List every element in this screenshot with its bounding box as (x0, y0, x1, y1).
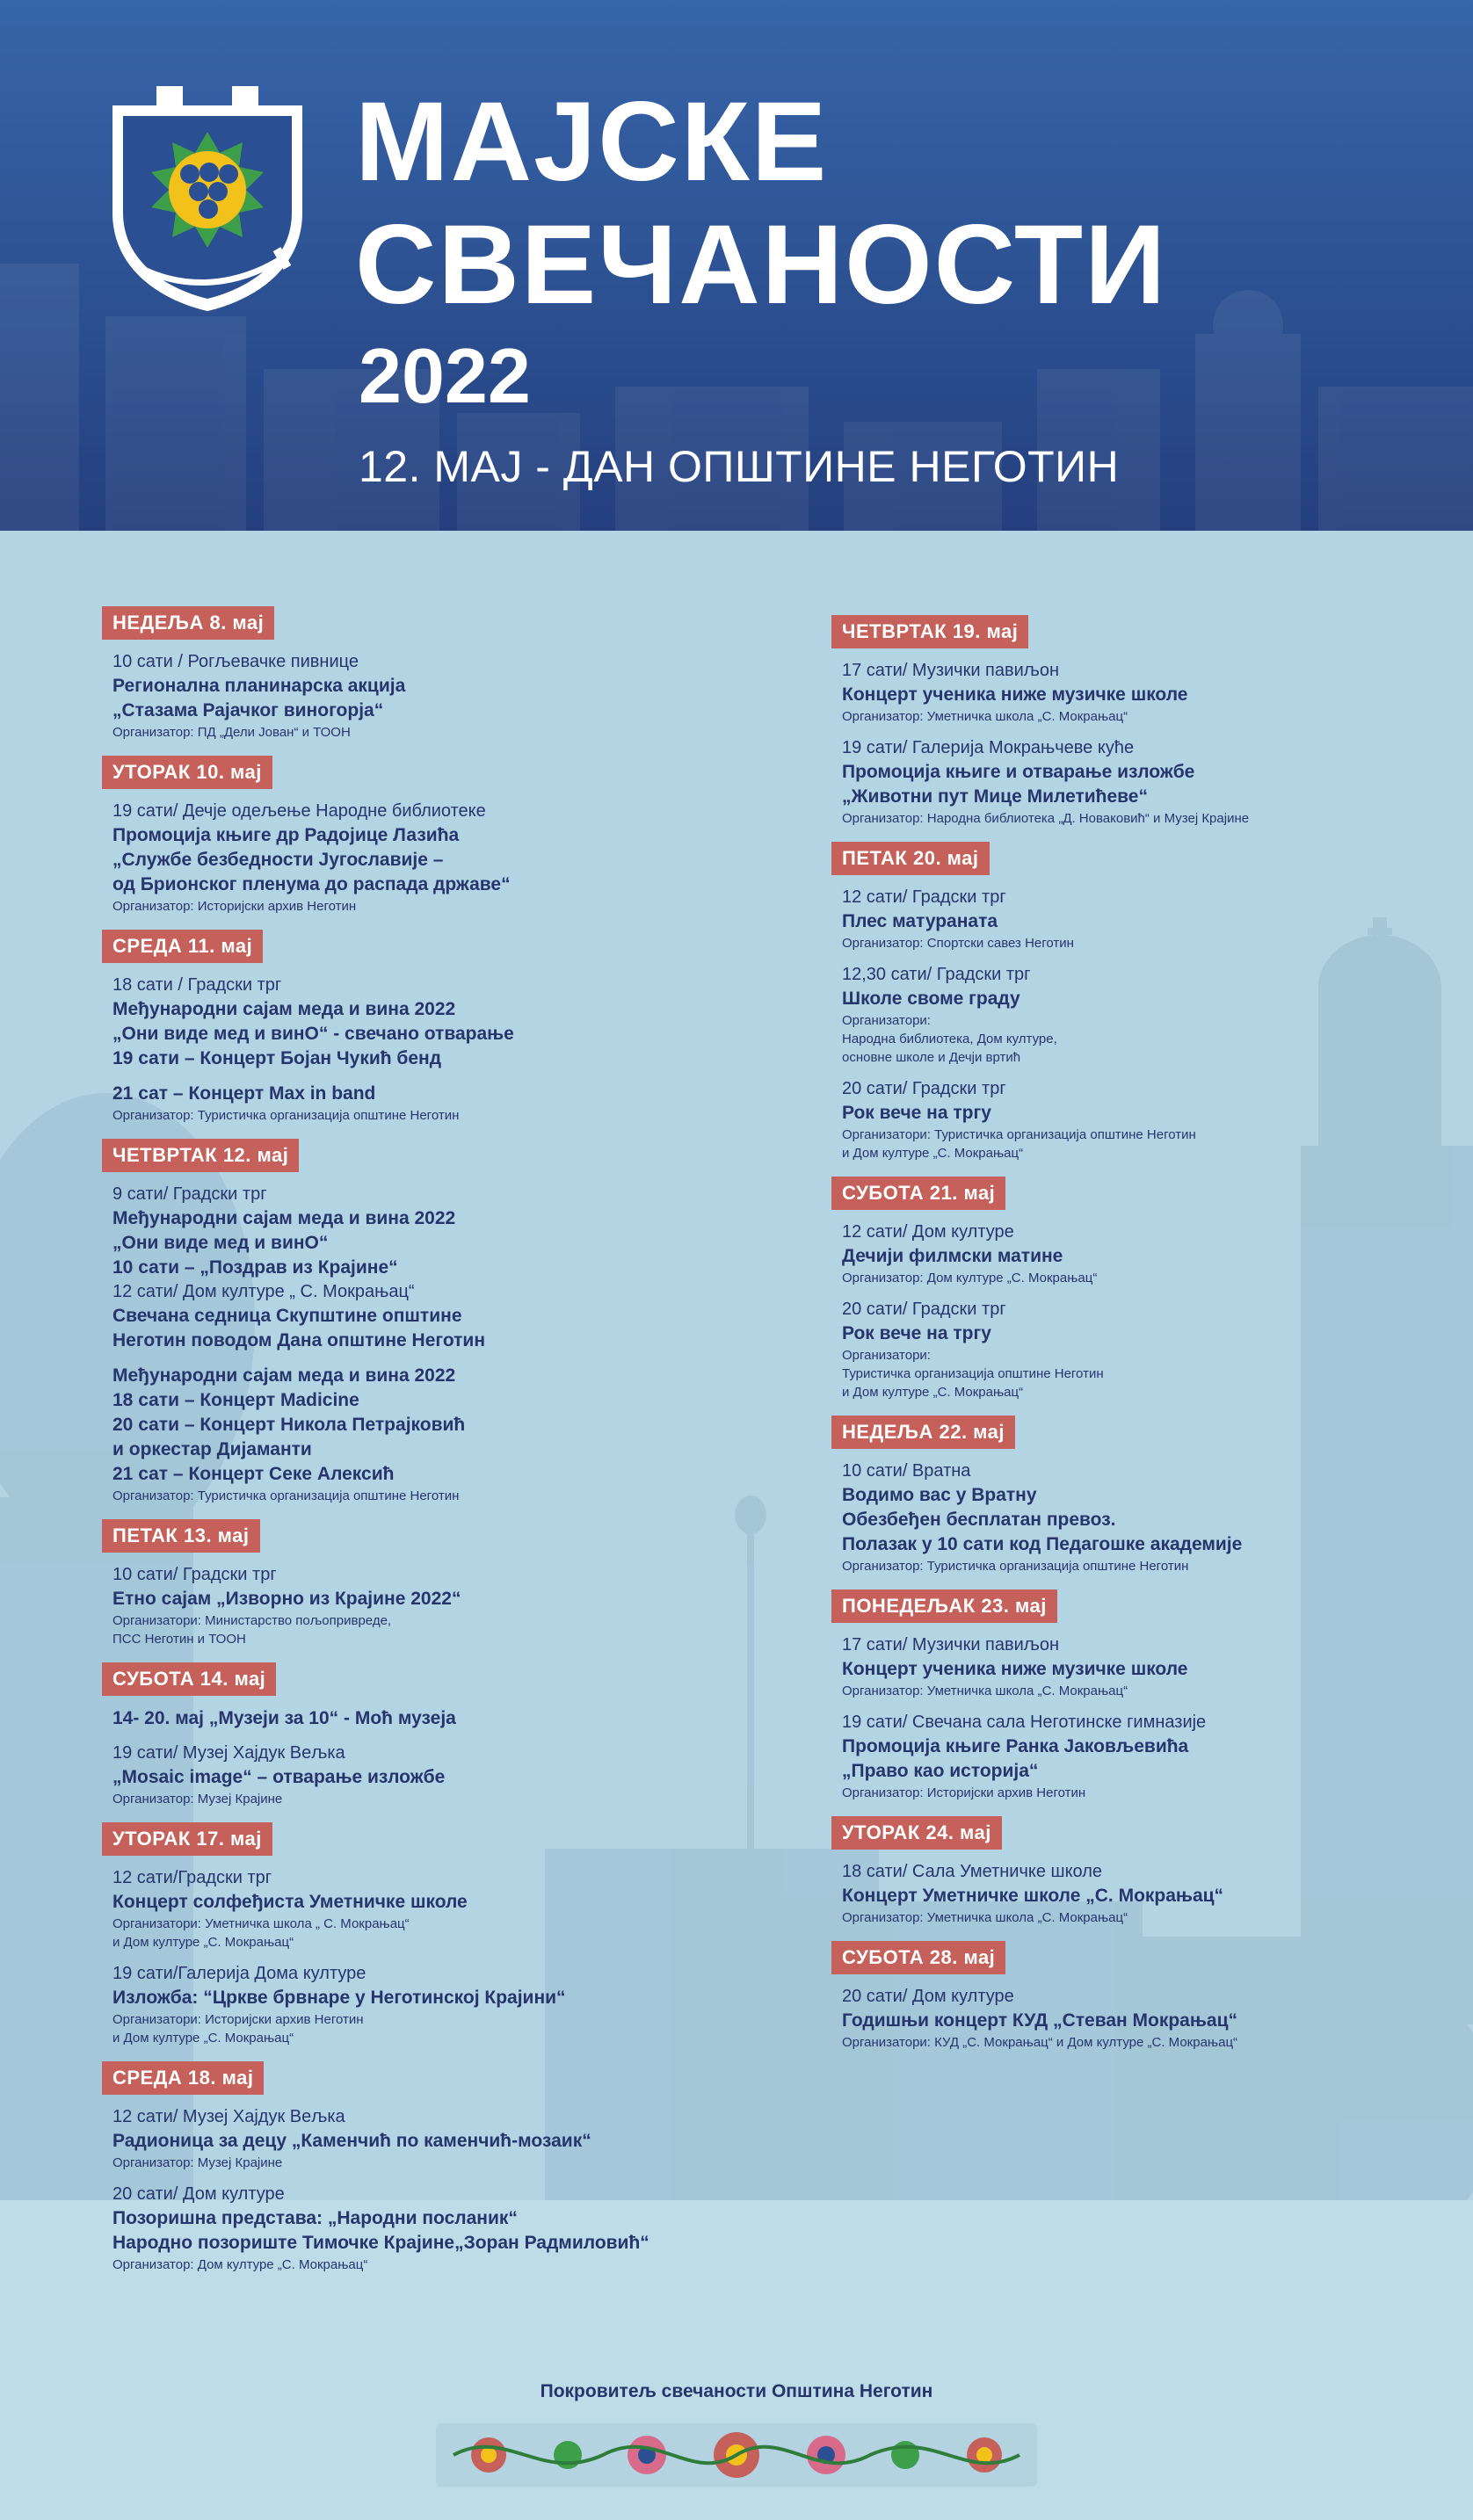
event-title: 14- 20. мај „Музеји за 10“ - Моћ музеја (112, 1708, 456, 1728)
day-badge: ПЕТАК 20. мај (831, 842, 990, 875)
event-block (842, 659, 1473, 726)
day-section (102, 1822, 787, 2047)
day-section (102, 2061, 787, 2274)
event-block (842, 963, 1473, 1067)
event-block (112, 1866, 787, 1952)
event-title: Рок вече на тргу (842, 1323, 991, 1343)
event-organizer: и Дом културе „С. Мокрањац“ (112, 1935, 294, 1950)
event-block (112, 2105, 787, 2172)
day-section (831, 1177, 1473, 1401)
day-badge: СРЕДА 11. мај (102, 930, 263, 963)
event-title: Концерт солфеђиста Уметничке школе (112, 1892, 468, 1912)
event-time-place: 10 сати / Рогљевачке пивнице (112, 652, 359, 671)
event-title: Народно позориште Тимочке Крајине„Зоран Радмиловић“ (112, 2233, 649, 2253)
event-block (112, 1364, 787, 1505)
event-block (112, 1742, 787, 1808)
event-title: „Они виде мед и винО“ - свечано отварање (112, 1024, 514, 1044)
poster-header (0, 0, 1473, 531)
poster-year: 2022 (359, 332, 531, 419)
event-title: 18 сати – Концерт Madicine (112, 1390, 359, 1410)
event-block (112, 1183, 787, 1353)
event-title: Промоција књиге др Радојице Лазића (112, 825, 460, 845)
event-block (842, 1860, 1473, 1927)
day-section (831, 1941, 1473, 2052)
event-organizer: Организатор: Дом културе „С. Мокрањац“ (112, 2257, 368, 2272)
event-title: Школе своме граду (842, 988, 1020, 1009)
day-section (831, 1416, 1473, 1575)
day-section (102, 1519, 787, 1648)
event-organizer: Организатори: Историјски архив Неготин (112, 2012, 364, 2027)
event-block (842, 1220, 1473, 1287)
event-time-place: 10 сати/ Градски трг (112, 1565, 277, 1584)
day-section (102, 930, 787, 1125)
event-title: „Mosaic image“ – отварање изложбе (112, 1767, 446, 1787)
event-organizer: ПСС Неготин и ТООН (112, 1632, 246, 1647)
event-organizer: Организатор: Дом културе „С. Мокрањац“ (842, 1271, 1098, 1285)
event-block (112, 800, 787, 916)
event-title: и оркестар Дијаманти (112, 1439, 312, 1459)
event-time-place: 19 сати/Галерија Дома културе (112, 1964, 366, 1983)
event-organizer: Организатор: Туристичка организација општине Неготин (112, 1488, 460, 1503)
event-time-place: 9 сати/ Градски трг (112, 1184, 267, 1204)
event-organizer: Организатор: Музеј Крајине (112, 2155, 283, 2170)
event-title: Свечана седница Скупштине општине (112, 1306, 462, 1326)
event-organizer: и Дом културе „С. Мокрањац“ (112, 2031, 294, 2046)
event-block (842, 736, 1473, 828)
event-block (842, 1633, 1473, 1700)
event-organizer: Организатори: (842, 1348, 931, 1363)
event-time-place: 20 сати/ Дом културе (842, 1987, 1014, 2006)
schedule-left-column (102, 606, 787, 2288)
event-title: Промоција књиге Ранка Јаковљевића (842, 1736, 1189, 1756)
event-title: Водимо вас у Вратну (842, 1485, 1037, 1505)
day-badge: УТОРАК 17. мај (102, 1822, 272, 1856)
event-title: Изложба: “Цркве брвнаре у Неготинској Крајини“ (112, 1988, 566, 2008)
event-title: 19 сати – Концерт Бојан Чукић бенд (112, 1048, 442, 1068)
event-title: Етно сајам „Изворно из Крајине 2022“ (112, 1589, 461, 1609)
folk-embroidery-ornament (436, 2418, 1037, 2492)
event-time-place: 17 сати/ Музички павиљон (842, 661, 1060, 680)
event-time-place: 18 сати / Градски трг (112, 975, 282, 995)
event-title: Дечији филмски матине (842, 1246, 1063, 1266)
day-badge: УТОРАК 24. мај (831, 1816, 1002, 1850)
event-title: Неготин поводом Дана општине Неготин (112, 1330, 486, 1351)
event-organizer: Организатор: Народна библиотека „Д. Новаковић“ и Музеј Крајине (842, 811, 1250, 826)
event-block (112, 1082, 787, 1125)
event-title: 10 сати – „Поздрав из Крајине“ (112, 1257, 398, 1278)
day-section (831, 1816, 1473, 1927)
day-badge: ЧЕТВРТАК 19. мај (831, 615, 1028, 648)
event-organizer: Организатор: Туристичка организација општине Неготин (842, 1559, 1189, 1574)
day-section (102, 606, 787, 742)
event-organizer: Организатор: Историјски архив Неготин (112, 899, 357, 914)
event-organizer: Организатор: Историјски архив Неготин (842, 1785, 1086, 1800)
municipality-coat-of-arms-icon (104, 81, 311, 316)
event-title: Промоција књиге и отварање изложбе (842, 762, 1195, 782)
event-time-place: 19 сати/ Дечје одељење Народне библиотеке (112, 801, 486, 821)
event-title: Полазак у 10 сати код Педагошке академије (842, 1534, 1243, 1554)
event-title: Позоришна представа: „Народни посланик“ (112, 2208, 518, 2228)
day-badge: НЕДЕЉА 22. мај (831, 1416, 1015, 1449)
event-title: Регионална планинарска акција (112, 676, 406, 696)
event-time-place: 20 сати/ Градски трг (842, 1300, 1006, 1319)
event-organizer: Организатор: Уметничка школа „С. Мокрањац“ (842, 709, 1128, 724)
day-section (102, 1139, 787, 1505)
event-title: „Они виде мед и винО“ (112, 1233, 329, 1253)
event-time-place: 18 сати/ Сала Уметничке школе (842, 1862, 1103, 1881)
event-title: Концерт Уметничке школе „С. Мокрањац“ (842, 1886, 1224, 1906)
day-badge: СРЕДА 18. мај (102, 2061, 264, 2095)
event-organizer: Организатор: Туристичка организација општине Неготин (112, 1108, 460, 1123)
event-time-place: 17 сати/ Музички павиљон (842, 1635, 1060, 1655)
event-organizer: Туристичка организација општине Неготин (842, 1366, 1104, 1381)
event-block (842, 1298, 1473, 1401)
event-block (842, 1985, 1473, 2052)
event-block (112, 2183, 787, 2274)
event-organizer: Организатори: Туристичка организација општине Неготин (842, 1127, 1196, 1142)
event-title: Међународни сајам меда и вина 2022 (112, 999, 456, 1019)
day-section (831, 842, 1473, 1162)
day-badge: НЕДЕЉА 8. мај (102, 606, 274, 640)
day-section (102, 1662, 787, 1808)
day-section (831, 1589, 1473, 1802)
event-time-place: 19 сати/ Галерија Мокрањчеве куће (842, 738, 1135, 757)
event-organizer: и Дом културе „С. Мокрањац“ (842, 1385, 1024, 1400)
schedule-right-column (831, 615, 1473, 2066)
event-title: „Стазама Рајачког виногорја“ (112, 700, 384, 721)
event-title: Концерт ученика ниже музичке школе (842, 684, 1188, 705)
event-block (112, 1962, 787, 2047)
event-time-place: 12 сати/ Музеј Хајдук Вељка (112, 2107, 345, 2126)
event-time-place: 12,30 сати/ Градски трг (842, 965, 1031, 984)
event-block (112, 1563, 787, 1648)
event-title: Међународни сајам меда и вина 2022 (112, 1208, 456, 1228)
event-title: Концерт ученика ниже музичке школе (842, 1659, 1188, 1679)
event-title: 21 сат – Концерт Секе Алексић (112, 1464, 395, 1484)
event-organizer: Организатори: Министарство пољопривреде, (112, 1613, 392, 1628)
event-organizer: Организатор: Музеј Крајине (112, 1792, 283, 1807)
event-title: 21 сат – Концерт Max in band (112, 1083, 376, 1104)
day-badge: ЧЕТВРТАК 12. мај (102, 1139, 299, 1172)
event-title: Плес матураната (842, 911, 998, 931)
event-block (112, 974, 787, 1071)
event-title: Годишњи концерт КУД „Стеван Мокрањац“ (842, 2010, 1237, 2031)
event-time-place: 12 сати/ Градски трг (842, 887, 1006, 907)
day-badge: ПОНЕДЕЉАК 23. мај (831, 1589, 1057, 1623)
event-time-place: 10 сати/ Вратна (842, 1461, 971, 1481)
event-title: Међународни сајам меда и вина 2022 (112, 1365, 456, 1386)
event-organizer: Народна библиотека, Дом културе, (842, 1032, 1057, 1046)
day-badge: УТОРАК 10. мај (102, 756, 272, 789)
event-organizer: Организатор: Уметничка школа „С. Мокрањац“ (842, 1910, 1128, 1925)
event-organizer: основне школе и Дечји вртић (842, 1050, 1021, 1065)
event-time-place: 19 сати/ Музеј Хајдук Вељка (112, 1743, 345, 1763)
event-time-place: 20 сати/ Дом културе (112, 2184, 285, 2204)
day-badge: СУБОТА 14. мај (102, 1662, 276, 1696)
event-block (842, 1459, 1473, 1575)
event-organizer: Организатори: (842, 1013, 931, 1028)
event-title: Радионица за децу „Каменчић по каменчић-мозаик“ (112, 2131, 591, 2151)
day-section (102, 756, 787, 916)
event-title: „Право као историја“ (842, 1761, 1039, 1781)
event-title: „Службе безбедности Југославије – (112, 850, 444, 870)
event-time-place: 12 сати/ Дом културе (842, 1222, 1014, 1242)
event-time-place: 12 сати/ Дом културе „ С. Мокрањац“ (112, 1282, 415, 1301)
sponsor-line: Покровитељ свечаности Општина Неготин (540, 2381, 933, 2401)
event-block (112, 1706, 787, 1731)
event-title: 20 сати – Концерт Никола Петрајковић (112, 1415, 466, 1435)
poster-title-line1: МАЈСКЕ (355, 79, 829, 205)
poster-title-line2: СВЕЧАНОСТИ (355, 202, 1168, 328)
day-badge: СУБОТА 28. мај (831, 1941, 1005, 1974)
poster-subtitle: 12. МАЈ - ДАН ОПШТИНЕ НЕГОТИН (359, 442, 1120, 491)
event-title: „Животни пут Мице Милетићеве“ (842, 786, 1148, 807)
event-block (842, 886, 1473, 952)
event-block (842, 1077, 1473, 1162)
event-organizer: Организатори: Уметничка школа „ С. Мокрањац“ (112, 1916, 410, 1931)
event-organizer: Организатор: ПД „Дели Јован“ и ТООН (112, 725, 351, 740)
event-time-place: 19 сати/ Свечана сала Неготинске гимназије (842, 1713, 1207, 1732)
day-badge: ПЕТАК 13. мај (102, 1519, 260, 1553)
event-organizer: Организатори: КУД „С. Мокрањац“ и Дом културе „С. Мокрањац“ (842, 2035, 1238, 2050)
event-block (112, 650, 787, 742)
event-title: Обезбеђен бесплатан превоз. (842, 1510, 1116, 1530)
day-badge: СУБОТА 21. мај (831, 1177, 1005, 1210)
day-section (831, 615, 1473, 828)
event-time-place: 12 сати/Градски трг (112, 1868, 272, 1887)
event-title: Рок вече на тргу (842, 1103, 991, 1123)
event-time-place: 20 сати/ Градски трг (842, 1079, 1006, 1098)
event-title: од Брионског пленума до распада државе“ (112, 874, 511, 894)
event-organizer: и Дом културе „С. Мокрањац“ (842, 1146, 1024, 1161)
event-organizer: Организатор: Спортски савез Неготин (842, 936, 1074, 951)
event-block (842, 1711, 1473, 1802)
event-organizer: Организатор: Уметничка школа „С. Мокрањац“ (842, 1684, 1128, 1698)
